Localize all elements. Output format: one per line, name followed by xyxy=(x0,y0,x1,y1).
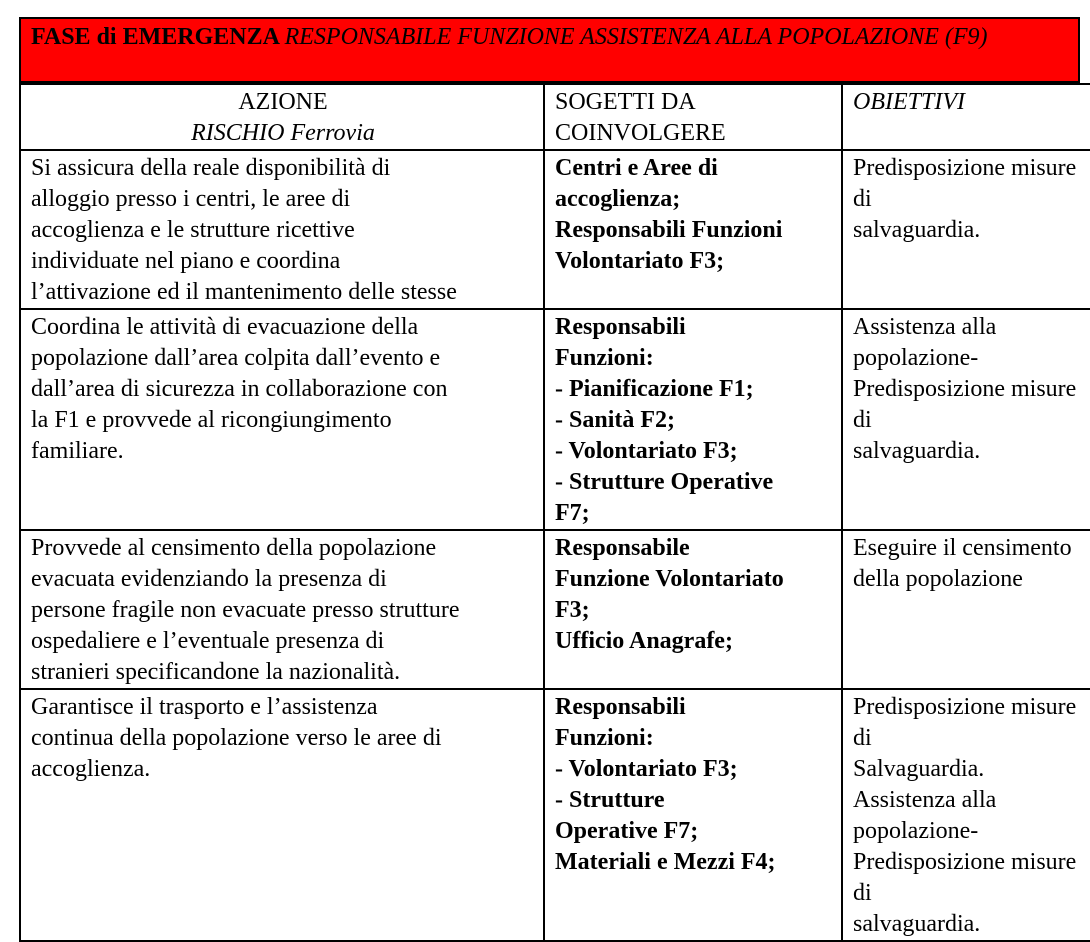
text-line: evacuata evidenziando la presenza di xyxy=(31,566,387,592)
text-line: stranieri specificandone la nazionalità. xyxy=(31,659,401,685)
document-page xyxy=(19,17,1080,937)
row-4-azione xyxy=(20,689,544,941)
table-row xyxy=(20,689,1090,941)
text-line: Responsabili xyxy=(555,314,686,340)
row-4-obiettivi xyxy=(842,689,1090,941)
header-azione xyxy=(20,84,544,150)
text-line: ospedaliere e l’eventuale presenza di xyxy=(31,628,385,654)
text-line: Funzioni: xyxy=(555,345,654,371)
text-line: Assistenza alla xyxy=(853,787,997,813)
text-line: Volontariato F3; xyxy=(555,248,725,274)
row-1-obiettivi xyxy=(842,150,1090,309)
header-soggetti-line2: COINVOLGERE xyxy=(555,120,726,146)
row-4-soggetti xyxy=(544,689,842,941)
text-line: Materiali e Mezzi F4; xyxy=(555,849,776,875)
text-line: - Pianificazione F1; xyxy=(555,376,754,402)
text-line: di xyxy=(853,725,872,751)
text-line: Garantisce il trasporto e l’assistenza xyxy=(31,694,378,720)
row-3-soggetti xyxy=(544,530,842,689)
text-line: individuate nel piano e coordina xyxy=(31,248,341,274)
text-line: continua della popolazione verso le aree di xyxy=(31,725,442,751)
row-2-obiettivi xyxy=(842,309,1090,530)
row-3-azione xyxy=(20,530,544,689)
text-line: F7; xyxy=(555,500,590,526)
header-obiettivi xyxy=(842,84,1090,150)
text-line: persone fragile non evacuate presso strutture xyxy=(31,597,460,623)
text-line: dall’area di sicurezza in collaborazione con xyxy=(31,376,448,402)
text-line: popolazione- xyxy=(853,818,979,844)
text-line: Eseguire il censimento xyxy=(853,535,1072,561)
text-line: Funzione Volontariato xyxy=(555,566,784,592)
header-rischio-label: RISCHIO Ferrovia xyxy=(191,120,375,146)
text-line: familiare. xyxy=(31,438,124,464)
table-row xyxy=(20,150,1090,309)
text-line: - Strutture Operative xyxy=(555,469,774,495)
text-line: - Volontariato F3; xyxy=(555,756,738,782)
text-line: Coordina le attività di evacuazione della xyxy=(31,314,419,340)
header-soggetti-line1: SOGETTI DA xyxy=(555,89,696,115)
text-line: l’attivazione ed il mantenimento delle stesse xyxy=(31,279,457,305)
banner-responsible-label: RESPONSABILE FUNZIONE ASSISTENZA ALLA POPOLAZIONE (F9) xyxy=(284,24,988,50)
text-line: Predisposizione misure xyxy=(853,376,1077,402)
text-line: Centri e Aree di xyxy=(555,155,718,181)
text-line: di xyxy=(853,186,872,212)
text-line: di xyxy=(853,407,872,433)
header-soggetti xyxy=(544,84,842,150)
text-line: Si assicura della reale disponibilità di xyxy=(31,155,391,181)
text-line: Responsabile xyxy=(555,535,690,561)
header-azione-label: AZIONE xyxy=(238,89,328,115)
text-line: la F1 e provvede al ricongiungimento xyxy=(31,407,392,433)
text-line: Responsabili xyxy=(555,694,686,720)
text-line: salvaguardia. xyxy=(853,217,981,243)
text-line: Assistenza alla xyxy=(853,314,997,340)
text-line: alloggio presso i centri, le aree di xyxy=(31,186,351,212)
table-row xyxy=(20,530,1090,689)
table-header-row xyxy=(20,84,1090,150)
row-3-obiettivi xyxy=(842,530,1090,689)
text-line: Responsabili Funzioni xyxy=(555,217,783,243)
text-line: Predisposizione misure xyxy=(853,155,1077,181)
row-1-azione xyxy=(20,150,544,309)
text-line: della popolazione xyxy=(853,566,1023,592)
text-line: Salvaguardia. xyxy=(853,756,985,782)
text-line: - Volontariato F3; xyxy=(555,438,738,464)
text-line: Predisposizione misure xyxy=(853,849,1077,875)
row-2-soggetti xyxy=(544,309,842,530)
text-line: accoglienza; xyxy=(555,186,681,212)
row-2-azione xyxy=(20,309,544,530)
text-line: accoglienza. xyxy=(31,756,151,782)
text-line: accoglienza e le strutture ricettive xyxy=(31,217,355,243)
text-line: - Sanità F2; xyxy=(555,407,675,433)
phase-banner xyxy=(19,17,1080,83)
text-line: Funzioni: xyxy=(555,725,654,751)
text-line: - Strutture xyxy=(555,787,665,813)
text-line: salvaguardia. xyxy=(853,911,981,937)
text-line: Provvede al censimento della popolazione xyxy=(31,535,437,561)
text-line: Ufficio Anagrafe; xyxy=(555,628,733,654)
header-obiettivi-label: OBIETTIVI xyxy=(853,89,965,115)
text-line: salvaguardia. xyxy=(853,438,981,464)
text-line: Operative F7; xyxy=(555,818,699,844)
text-line: F3; xyxy=(555,597,590,623)
text-line: popolazione- xyxy=(853,345,979,371)
row-1-soggetti xyxy=(544,150,842,309)
table-row xyxy=(20,309,1090,530)
text-line: popolazione dall’area colpita dall’evento e xyxy=(31,345,441,371)
procedures-table xyxy=(19,83,1090,942)
text-line: Predisposizione misure xyxy=(853,694,1077,720)
banner-phase-label: FASE di EMERGENZA xyxy=(31,24,285,50)
text-line: di xyxy=(853,880,872,906)
